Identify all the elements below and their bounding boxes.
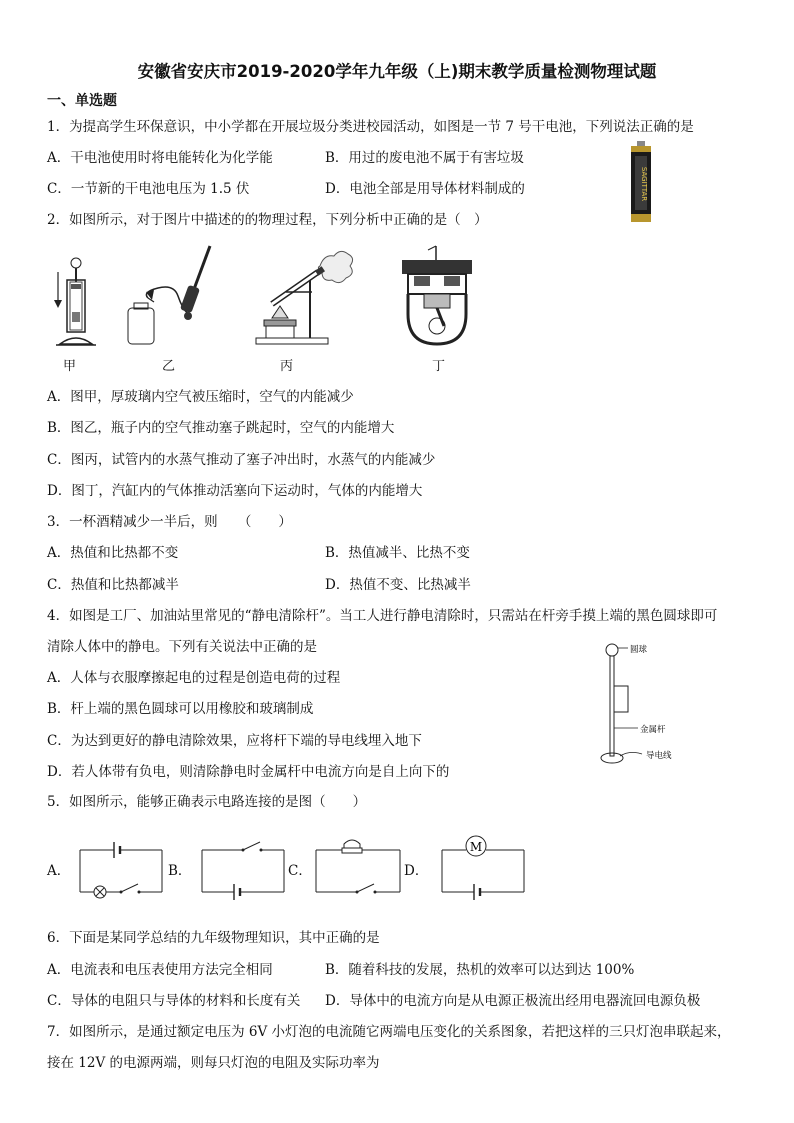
- label-wire: 导电线: [646, 751, 672, 761]
- q5-option-b: B．: [168, 863, 192, 879]
- q4-option-b: B．杆上端的黑色圆球可以用橡胶和玻璃制成: [47, 701, 314, 717]
- circuit-d: [436, 832, 530, 904]
- q4-stem-line1: 4．如图是工厂、加油站里常见的“静电清除杆”。当工人进行静电清除时，只需站在杆旁手摸上端的黑色圆球即可: [47, 608, 718, 624]
- battery-figure: [628, 140, 654, 224]
- q4-stem-line2: 清除人体中的静电。下列有关说法中正确的是: [47, 639, 317, 655]
- figure-ding: [398, 244, 478, 350]
- figure-bing: [250, 244, 358, 350]
- figure-jia: [50, 250, 100, 350]
- circuit-b: [198, 838, 290, 904]
- static-rod-figure: [598, 642, 698, 772]
- q3-stem: 3．一杯酒精减少一半后，则 （ ）: [47, 514, 292, 530]
- q2-option-c: C．图丙，试管内的水蒸气推动了塞子冲出时，水蒸气的内能减少: [47, 452, 436, 468]
- figure-label-bing: 丙: [280, 359, 294, 374]
- q2-option-d: D．图丁，汽缸内的气体推动活塞向下运动时，气体的内能增大: [47, 483, 423, 499]
- circuit-c: [312, 836, 406, 904]
- q2-option-b: B．图乙，瓶子内的空气推动塞子跳起时，空气的内能增大: [47, 420, 395, 436]
- q1-option-d: D．电池全部是用导体材料制成的: [325, 181, 525, 197]
- q7-stem-line2: 接在 12V 的电源两端，则每只灯泡的电阻及实际功率为: [47, 1055, 380, 1071]
- motor-symbol: M: [469, 840, 483, 854]
- q1-option-b: B．用过的废电池不属于有害垃圾: [325, 150, 524, 166]
- q4-option-a: A．人体与衣服摩擦起电的过程是创造电荷的过程: [47, 670, 341, 686]
- q4-option-d: D．若人体带有负电，则清除静电时金属杆中电流方向是自上向下的: [47, 764, 450, 780]
- q6-option-c: C．导体的电阻只与导体的材料和长度有关: [47, 993, 301, 1009]
- figure-yi: [118, 242, 218, 350]
- circuit-a: [76, 838, 168, 904]
- q6-stem: 6．下面是某同学总结的九年级物理知识，其中正确的是: [47, 930, 380, 946]
- q2-option-a: A．图甲，厚玻璃内空气被压缩时，空气的内能减少: [47, 389, 354, 405]
- figure-label-ding: 丁: [432, 359, 446, 374]
- q6-option-b: B．随着科技的发展，热机的效率可以达到达 100%: [325, 962, 635, 978]
- q5-option-a: A．: [47, 863, 71, 879]
- section-heading: 一、单选题: [47, 93, 117, 109]
- q1-stem: 1．为提高学生环保意识，中小学都在开展垃圾分类进校园活动，如图是一节 7 号干电池，下列说法正确的是: [47, 119, 694, 135]
- q6-option-a: A．电流表和电压表使用方法完全相同: [47, 962, 273, 978]
- figure-label-jia: 甲: [63, 359, 77, 374]
- q4-option-c: C．为达到更好的静电清除效果，应将杆下端的导电线埋入地下: [47, 733, 422, 749]
- q1-option-a: A．干电池使用时将电能转化为化学能: [47, 150, 273, 166]
- battery-label: SAGITTAR: [640, 166, 648, 202]
- q6-option-d: D．导体中的电流方向是从电源正极流出经用电器流回电源负极: [325, 993, 701, 1009]
- page-title: 安徽省安庆市2019-2020学年九年级（上)期末教学质量检测物理试题: [137, 62, 657, 81]
- figure-label-yi: 乙: [162, 359, 176, 374]
- label-rod: 金属杆: [640, 725, 666, 735]
- label-ball: 圆球: [630, 645, 648, 655]
- q2-stem: 2．如图所示，对于图片中描述的的物理过程，下列分析中正确的是（ ）: [47, 212, 488, 228]
- q7-stem-line1: 7．如图所示，是通过额定电压为 6V 小灯泡的电流随它两端电压变化的关系图象，若把这样的三只灯泡串联起来，: [47, 1024, 731, 1040]
- q5-option-c: C．: [288, 863, 312, 879]
- q3-option-a: A．热值和比热都不变: [47, 545, 179, 561]
- q1-option-c: C．一节新的干电池电压为 1.5 伏: [47, 181, 250, 197]
- q3-option-c: C．热值和比热都减半: [47, 577, 179, 593]
- q3-option-b: B．热值减半、比热不变: [325, 545, 470, 561]
- q5-option-d: D．: [404, 863, 429, 879]
- q5-stem: 5．如图所示，能够正确表示电路连接的是图（ ）: [47, 794, 367, 810]
- q3-option-d: D．热值不变、比热减半: [325, 577, 471, 593]
